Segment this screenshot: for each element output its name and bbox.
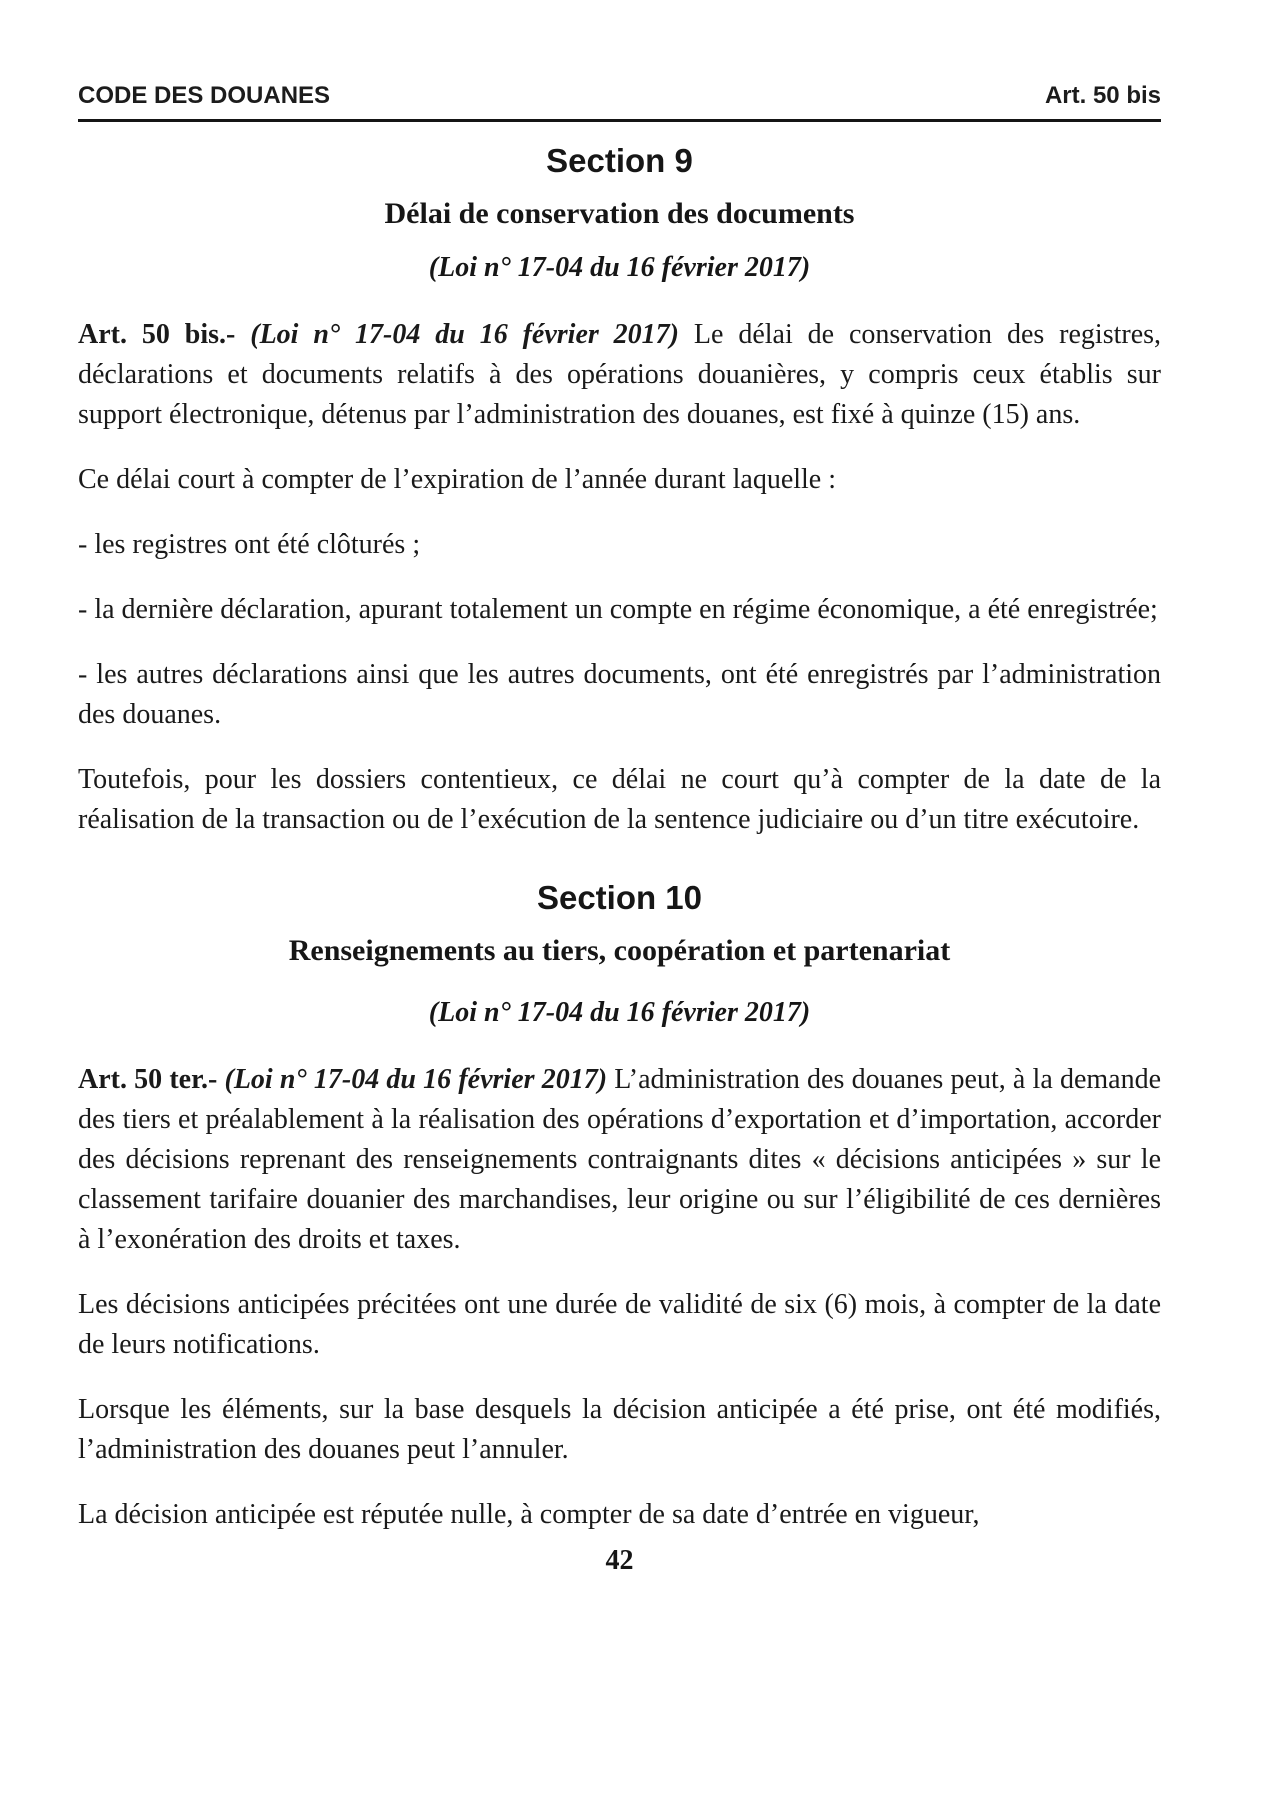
header-document-title: CODE DES DOUANES xyxy=(78,82,331,109)
page-number: 42 xyxy=(605,1545,634,1576)
article-50ter-lead-paragraph xyxy=(78,1060,1161,1260)
article-50bis-lead-paragraph xyxy=(78,315,1161,435)
section9-subtitle: Délai de conservation des documents xyxy=(384,197,855,230)
paragraph-derniere-declaration: - la dernière déclaration, apurant totalement un compte en régime économique, a été enregistrée; xyxy=(78,594,1158,625)
article-50bis-label: Art. 50 bis.- xyxy=(78,319,236,350)
section9-law-ref: (Loi n° 17-04 du 16 février 2017) xyxy=(428,252,811,283)
article-50bis-text: Le délai de conservation des registres, déclarations et documents relatifs à des opérations douanières, y compris ceux établis sur support électronique, détenus par l’administration des douanes, est fixé à quinze (15) ans. xyxy=(78,319,1162,430)
paragraph-delai-court: Ce délai court à compter de l’expiration de l’année durant laquelle : xyxy=(78,464,837,495)
article-50bis-law-ref: (Loi n° 17-04 du 16 février 2017) xyxy=(250,319,680,350)
page-header xyxy=(78,82,1161,110)
section10-title: Section 10 xyxy=(536,879,703,916)
section10-law-ref: (Loi n° 17-04 du 16 février 2017) xyxy=(428,997,811,1028)
section10-subtitle: Renseignements au tiers, coopération et partenariat xyxy=(288,934,951,967)
article-50ter-label: Art. 50 ter.- xyxy=(78,1064,218,1095)
section9-title: Section 9 xyxy=(546,142,693,179)
header-article-ref: Art. 50 bis xyxy=(1044,82,1161,109)
paragraph-toutefois: Toutefois, pour les dossiers contentieux, ce délai ne court qu’à compter de la date de la réalisation de la transaction ou de l’exécution de la sentence judiciaire ou d’un titre exécutoire. xyxy=(78,764,1161,835)
paragraph-registres-clotures: - les registres ont été clôturés ; xyxy=(78,529,421,560)
article-50ter-law-ref: (Loi n° 17-04 du 16 février 2017) xyxy=(224,1064,608,1095)
article-50ter-text: L’administration des douanes peut, à la demande des tiers et préalablement à la réalisation des opérations d’exportation et d’importation, accorder des décisions reprenant des renseignements contraignants dites « décisions anticipées » sur le classement tarifaire douanier des marchandises, leur origine ou sur l’éligibilité de ces dernières à l’exonération des droits et taxes. xyxy=(78,1064,1162,1255)
header-rule xyxy=(78,119,1161,122)
paragraph-lorsque-elements: Lorsque les éléments, sur la base desquels la décision anticipée a été prise, ont été modifiés, l’administration des douanes peut l’annuler. xyxy=(78,1394,1161,1465)
paragraph-autres-declarations: - les autres déclarations ainsi que les autres documents, ont été enregistrés par l’administration des douanes. xyxy=(78,659,1161,730)
paragraph-decisions-validite: Les décisions anticipées précitées ont une durée de validité de six (6) mois, à compter de la date de leurs notifications. xyxy=(78,1289,1161,1360)
paragraph-decision-nulle: La décision anticipée est réputée nulle, à compter de sa date d’entrée en vigueur, xyxy=(78,1499,980,1530)
